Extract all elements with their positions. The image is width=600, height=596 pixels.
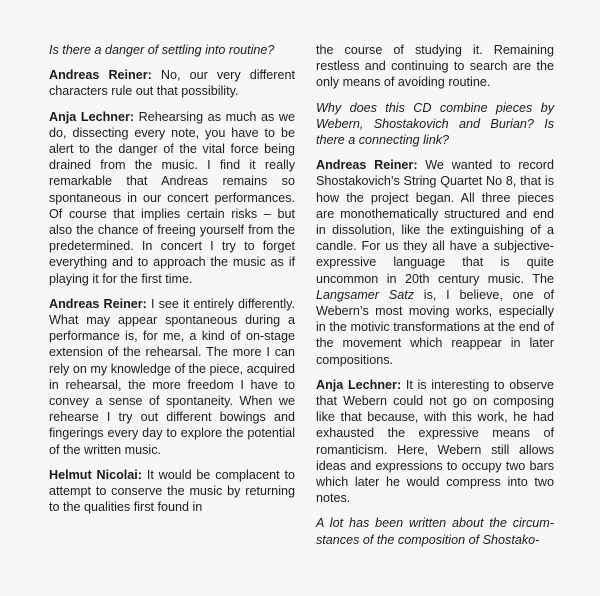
paragraph-reiner-3	[316, 157, 554, 368]
paragraph-reiner-1	[49, 67, 295, 99]
paragraph-text: It is interesting to observe that Webern could not go on composing like that because, with this work, he had exhausted the expressive means of romanticism. Here, Webern still allows ideas and expressions to occupy two bars which later he would compress into two notes.	[316, 377, 555, 506]
paragraph-text: Rehearsing as much as we do, dissecting every note, you have to be alert to the danger of the vital force being drained from the music. I find it really remarkable that Andreas remains so spontaneous in our concert performances. Of course that implies certain risks – but also the chance of freeing yourself from the predetermined. In concert I try to forget everything and to approach the music as if playing it for the first time.	[49, 109, 295, 286]
paragraph-text: We wanted to record Shostakovich’s String Quartet No 8, that is how the project began. All three pieces are monothematically structured and end in dissolution, like the extinguishing of a candle. For us they all have a subjective-expressive language that is quite uncommon in 20th century music. The	[316, 158, 554, 286]
speaker-name: Anja Lechner:	[316, 377, 402, 392]
paragraph-nicolai-1	[49, 467, 295, 516]
paragraph-text: is, I believe, one of Webern’s most moving works, especially in the motivic transformations at the end of the movement which reappear in later compositions.	[316, 287, 554, 367]
paragraph-text: I see it entirely differently. What may appear spontaneous during a performance is, for me, a kind of on-stage extension of the rehearsal. The more I can rely on my knowledge of the piece, acquired in rehearsal, the more freedom I have to convey a sense of spontaneity. When we rehearse I try out different bowings and fingerings every day to explore the potential of the written music.	[49, 296, 295, 457]
speaker-name: Helmut Nicolai:	[49, 467, 143, 482]
paragraph-lechner-2	[316, 377, 554, 507]
work-title: Langsamer Satz	[316, 287, 414, 302]
paragraph-reiner-2	[49, 296, 295, 458]
question-shostakovich: A lot has been written about the circumstances of the composition of Shostako-	[316, 516, 554, 547]
question-connecting-link: Why does this CD combine pieces by Webern, Shostakovich and Burian? Is there a connecting link?	[316, 100, 554, 148]
paragraph-continuation: the course of studying it. Remaining restless and continuing to search are the only means of avoiding routine.	[316, 43, 554, 90]
speaker-name: Andreas Reiner:	[49, 68, 152, 83]
left-column	[49, 42, 295, 524]
speaker-name: Andreas Reiner:	[49, 296, 147, 311]
speaker-name: Andreas Reiner:	[316, 158, 418, 173]
right-column	[316, 42, 554, 557]
speaker-name: Anja Lechner:	[49, 109, 135, 124]
paragraph-text: It would be complacent to attempt to conserve the music by returning to the qualities first found in	[49, 467, 296, 515]
paragraph-text: No, our very different characters rule out that possibility.	[49, 68, 295, 99]
paragraph-lechner-1	[49, 109, 295, 287]
question-routine: Is there a danger of settling into routine?	[49, 43, 275, 57]
